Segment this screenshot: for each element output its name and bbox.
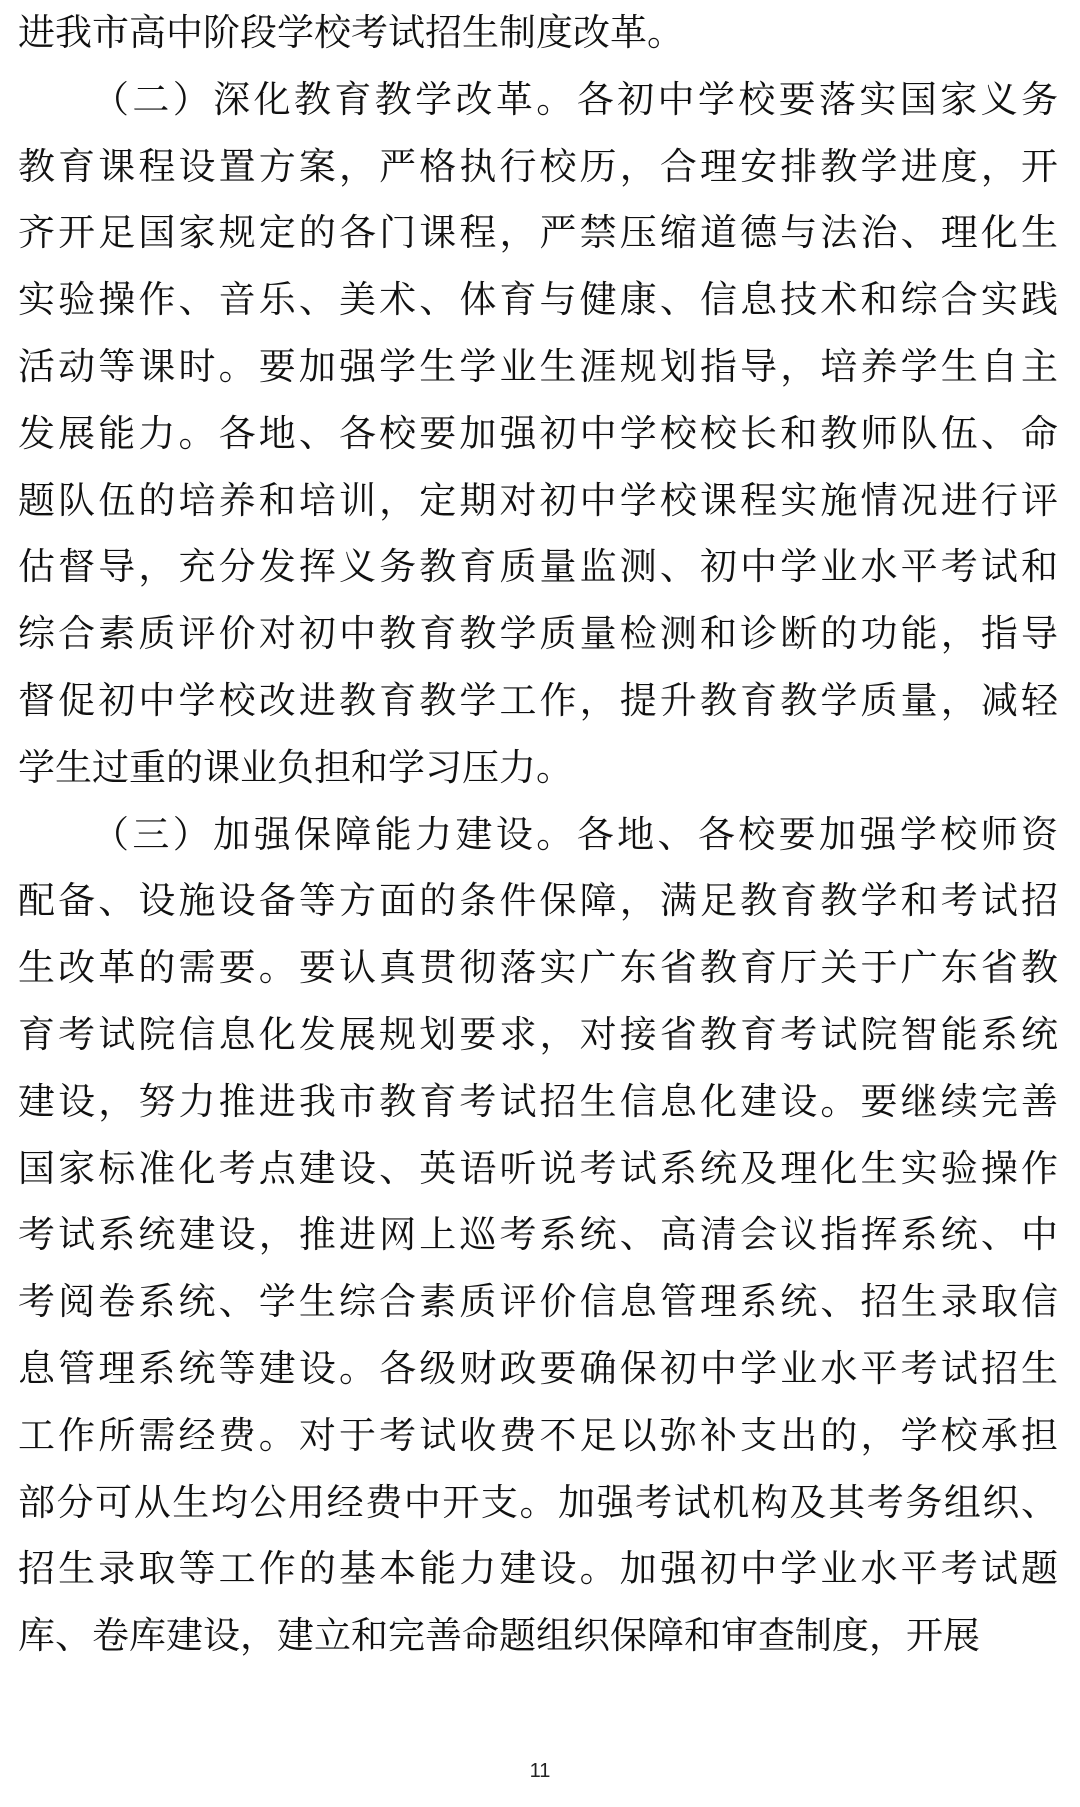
paragraph [18, 67, 1058, 802]
text-line: 考阅卷系统、学生综合素质评价信息管理系统、招生录取信 [18, 1280, 1058, 1324]
text-line: 活动等课时。要加强学生学业生涯规划指导，培养学生自主 [18, 344, 1058, 388]
text-line: 息管理系统等建设。各级财政要确保初中学业水平考试招生 [18, 1346, 1058, 1390]
text-line: 育考试院信息化发展规划要求，对接省教育考试院智能系统 [18, 1012, 1058, 1056]
text-line: 综合素质评价对初中教育教学质量检测和诊断的功能，指导 [18, 612, 1058, 656]
text-line: 建设，努力推进我市教育考试招生信息化建设。要继续完善 [18, 1079, 1058, 1123]
text-line: 配备、设施设备等方面的条件保障，满足教育教学和考试招 [18, 879, 1058, 923]
text-line: （三）加强保障能力建设。各地、各校要加强学校师资 [92, 812, 1058, 856]
paragraph [18, 802, 1058, 1670]
text-line: 督促初中学校改进教育教学工作，提升教育教学质量，减轻 [18, 678, 1058, 722]
body-text [18, 0, 1058, 1670]
text-line: 库、卷库建设，建立和完善命题组织保障和审查制度，开展 [18, 1614, 980, 1658]
text-line: 题队伍的培养和培训，定期对初中学校课程实施情况进行评 [18, 478, 1058, 522]
text-line: 实验操作、音乐、美术、体育与健康、信息技术和综合实践 [18, 278, 1058, 322]
text-line: 工作所需经费。对于考试收费不足以弥补支出的，学校承担 [18, 1413, 1058, 1457]
text-line: 考试系统建设，推进网上巡考系统、高清会议指挥系统、中 [18, 1213, 1058, 1257]
text-line: 学生过重的课业负担和学习压力。 [18, 745, 573, 789]
text-line: 教育课程设置方案，严格执行校历，合理安排教学进度，开 [18, 144, 1058, 188]
text-line: 生改革的需要。要认真贯彻落实广东省教育厅关于广东省教 [18, 946, 1058, 990]
text-line: 招生录取等工作的基本能力建设。加强初中学业水平考试题 [18, 1547, 1058, 1591]
text-line: 发展能力。各地、各校要加强初中学校校长和教师队伍、命 [18, 411, 1058, 455]
text-line: 估督导，充分发挥义务教育质量监测、初中学业水平考试和 [18, 545, 1058, 589]
text-line: （二）深化教育教学改革。各初中学校要落实国家义务 [92, 77, 1058, 121]
page-number: 11 [529, 1760, 551, 1782]
text-line: 齐开足国家规定的各门课程，严禁压缩道德与法治、理化生 [18, 211, 1058, 255]
text-line: 部分可从生均公用经费中开支。加强考试机构及其考务组织、 [18, 1480, 1058, 1524]
paragraph [18, 0, 1058, 67]
text-line: 国家标准化考点建设、英语听说考试系统及理化生实验操作 [18, 1146, 1058, 1190]
text-line: 进我市高中阶段学校考试招生制度改革。 [18, 11, 684, 54]
